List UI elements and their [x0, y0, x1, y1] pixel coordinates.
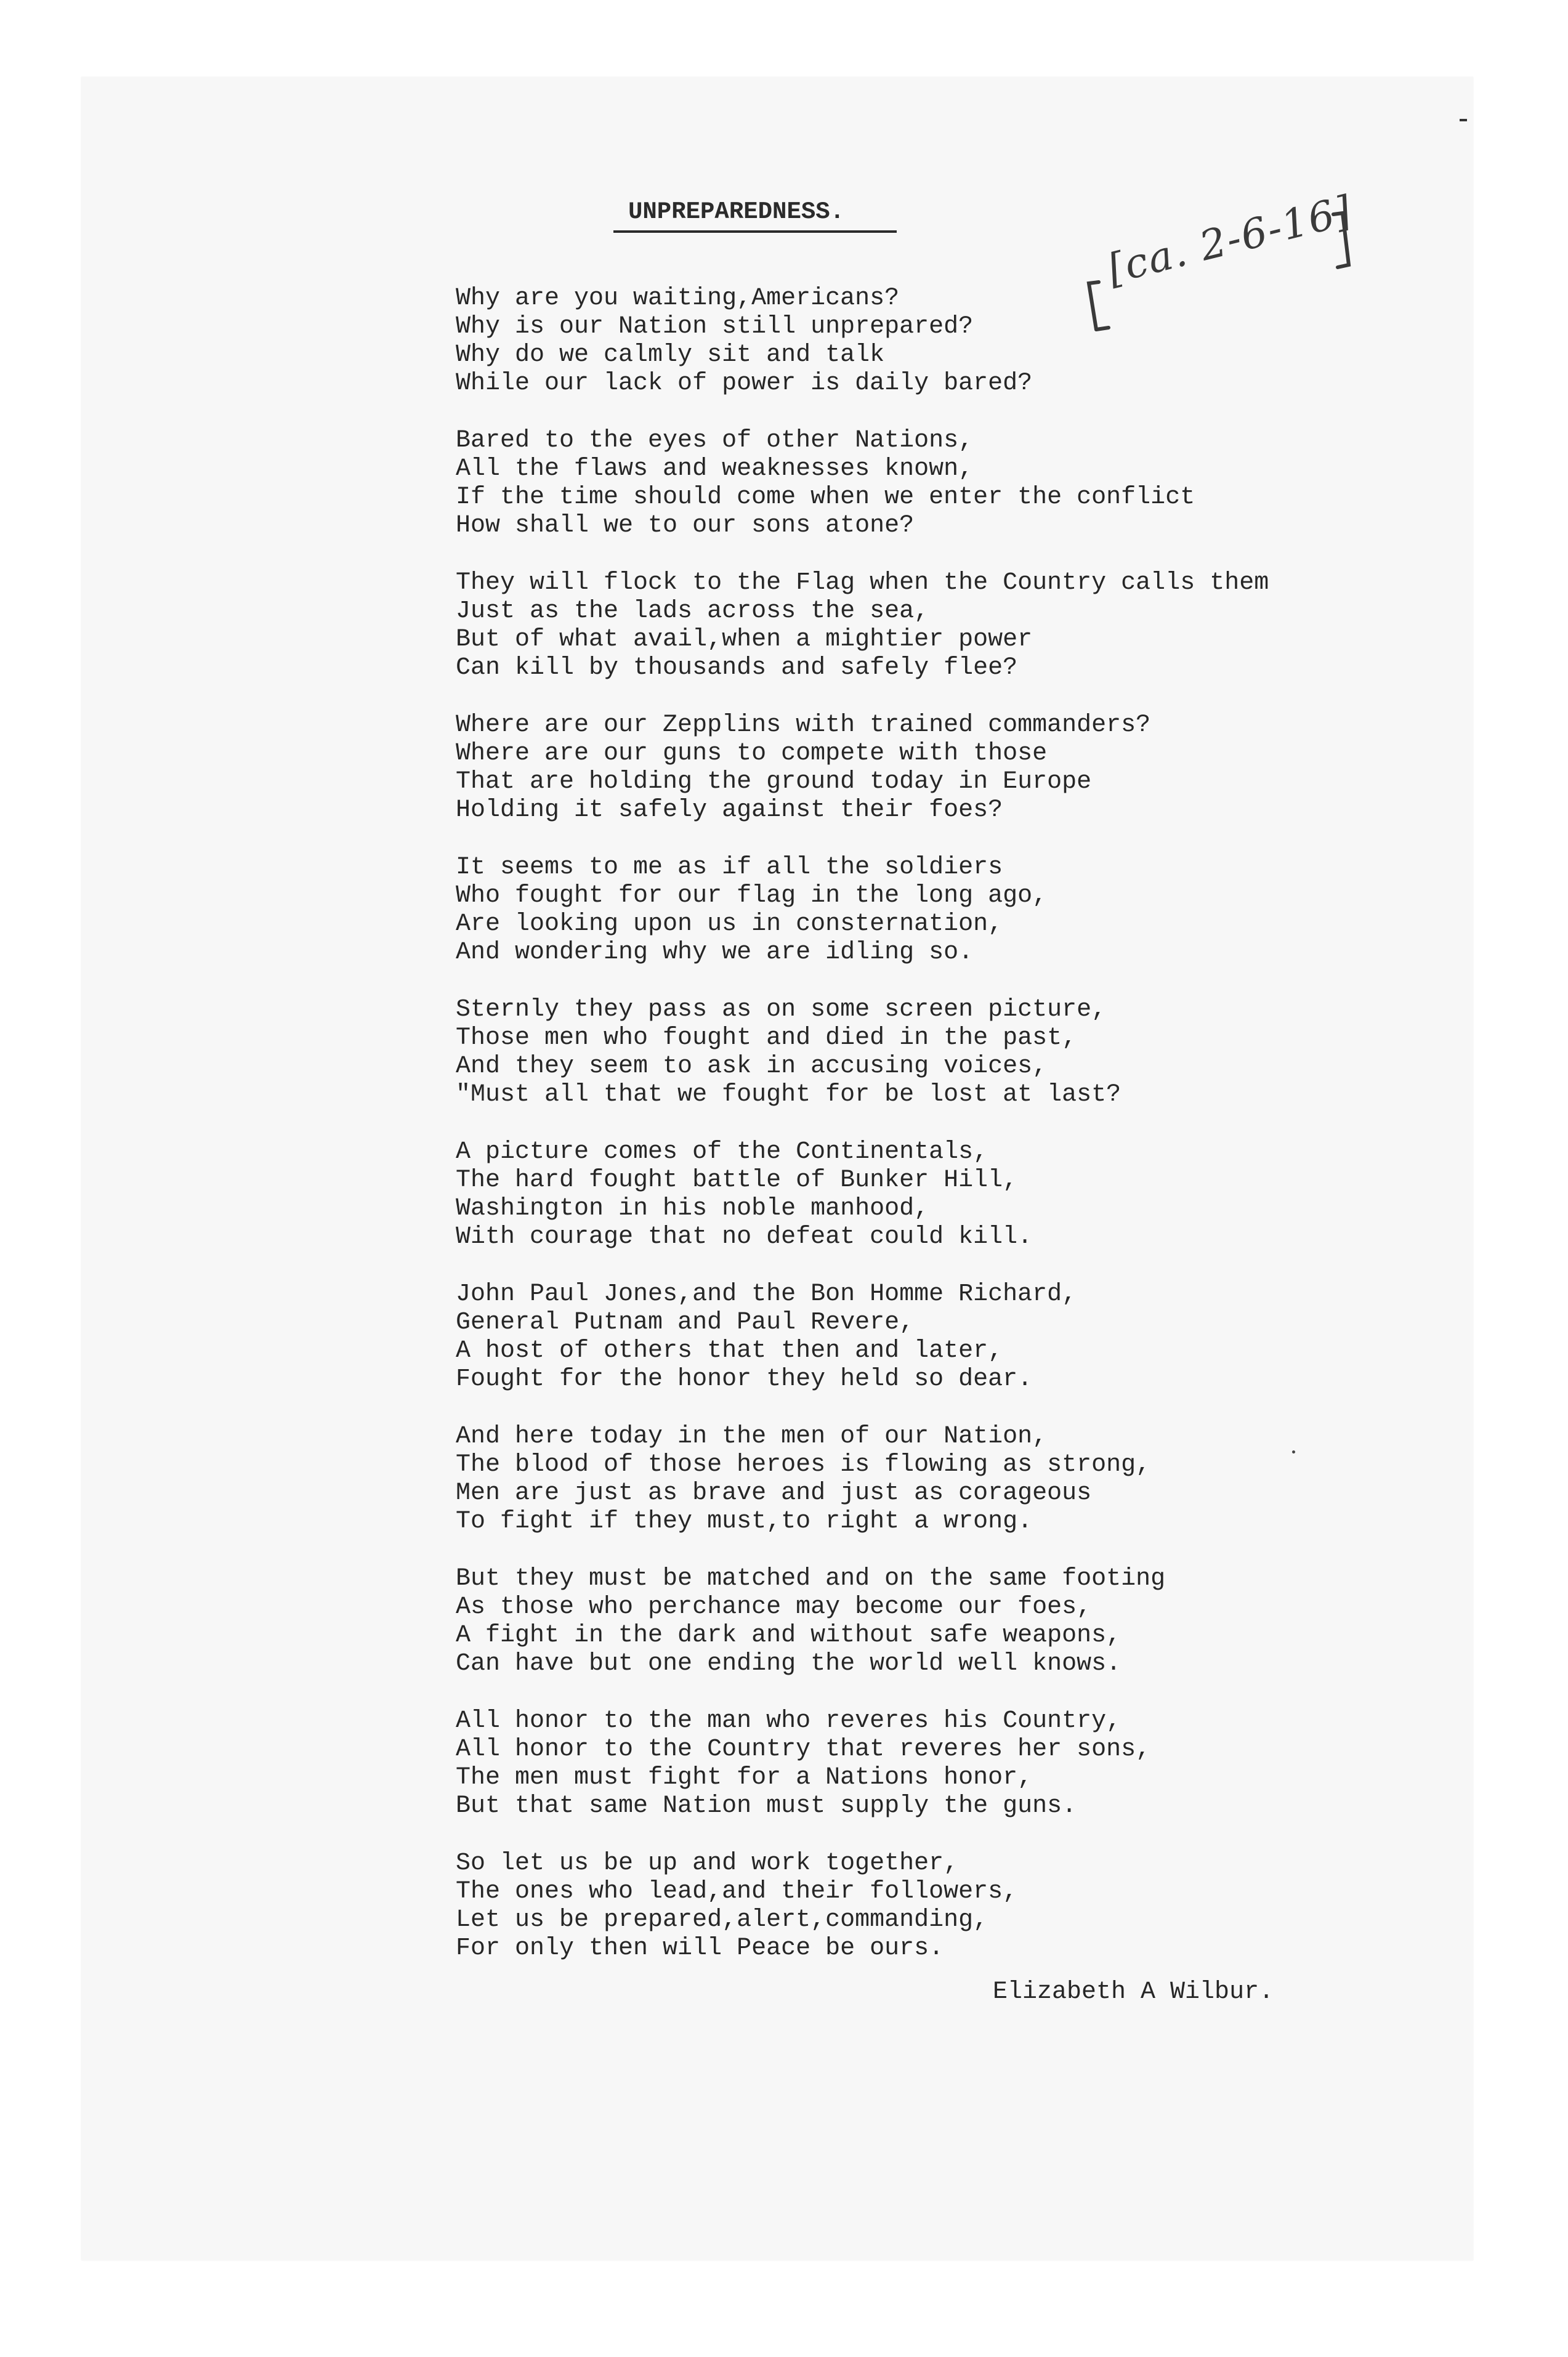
poem-line: Where are our guns to compete with those [456, 740, 1048, 767]
poem-line: That are holding the ground today in Europe [456, 768, 1092, 796]
edge-mark [1460, 119, 1467, 121]
poem-line: Where are our Zepplins with trained commanders? [456, 711, 1151, 739]
poem-line: All honor to the Country that reveres her sons, [456, 1736, 1151, 1763]
stanza [456, 1565, 1441, 1678]
poem-line: All the flaws and weaknesses known, [456, 455, 974, 483]
ink-speck [1292, 1450, 1295, 1453]
poem-line: Just as the lads across the sea, [456, 597, 929, 625]
poem-line: Washington in his noble manhood, [456, 1195, 929, 1223]
poem-title: UNPREPAREDNESS. [628, 198, 845, 225]
poem-line: And they seem to ask in accusing voices, [456, 1053, 1048, 1080]
poem-line: Are looking upon us in consternation, [456, 910, 1003, 938]
poem-line: It seems to me as if all the soldiers [456, 854, 1003, 881]
poem-line: So let us be up and work together, [456, 1850, 959, 1877]
poem-line: And wondering why we are idling so. [456, 939, 974, 966]
stanza [456, 1280, 1441, 1394]
poem-line: How shall we to our sons atone? [456, 512, 915, 540]
poem-line: Who fought for our flag in the long ago, [456, 882, 1048, 910]
stanza [456, 1850, 1441, 1963]
stanza [456, 1423, 1441, 1536]
poem-line: The blood of those heroes is flowing as strong, [456, 1451, 1151, 1479]
poem-line: All honor to the man who reveres his Country, [456, 1707, 1121, 1735]
annotation-text: [ca. 2-6-16] [1102, 186, 1357, 293]
poem-line: Can have but one ending the world well knows. [456, 1650, 1121, 1678]
poem-line: Let us be prepared,alert,commanding, [456, 1906, 988, 1934]
stanza [456, 854, 1441, 967]
poem-line: A host of others that then and later, [456, 1337, 1003, 1365]
poem-line: The men must fight for a Nations honor, [456, 1764, 1033, 1792]
poem-line: But they must be matched and on the same footing [456, 1565, 1166, 1593]
poem-line: With courage that no defeat could kill. [456, 1223, 1033, 1251]
stanza [456, 569, 1441, 682]
poem-line: Can kill by thousands and safely flee? [456, 654, 1018, 682]
poem-line: A fight in the dark and without safe weapons, [456, 1622, 1121, 1649]
poem-line: The ones who lead,and their followers, [456, 1878, 1018, 1906]
poem-line: As those who perchance may become our foes, [456, 1593, 1092, 1621]
poem-line: The hard fought battle of Bunker Hill, [456, 1166, 1018, 1194]
poem-line: Holding it safely against their foes? [456, 796, 1003, 824]
poem-line: To fight if they must,to right a wrong. [456, 1508, 1033, 1535]
stanza [456, 711, 1441, 825]
poem-line: "Must all that we fought for be lost at last? [456, 1081, 1121, 1109]
poem-line: But of what avail,when a mightier power [456, 626, 1033, 653]
poem-line: Why is our Nation still unprepared? [456, 313, 974, 341]
stanza [456, 1138, 1441, 1251]
poem-line: And here today in the men of our Nation, [456, 1423, 1048, 1450]
poem-line: Why do we calmly sit and talk [456, 341, 885, 369]
stanza [456, 285, 1441, 398]
poem-line: They will flock to the Flag when the Country calls them [456, 569, 1269, 597]
author-signature: Elizabeth A Wilbur. [993, 1978, 1274, 2006]
poem-line: Men are just as brave and just as corageous [456, 1479, 1092, 1507]
title-underline [613, 230, 897, 233]
poem-line: Fought for the honor they held so dear. [456, 1365, 1033, 1393]
poem-line: Sternly they pass as on some screen picture, [456, 996, 1107, 1024]
poem-line: John Paul Jones,and the Bon Homme Richard, [456, 1280, 1077, 1308]
stanza [456, 996, 1441, 1109]
poem-line: For only then will Peace be ours. [456, 1935, 944, 1962]
poem-line: If the time should come when we enter the conflict [456, 483, 1195, 511]
poem-body [456, 285, 1441, 1992]
stanza [456, 427, 1441, 540]
poem-line: Why are you waiting,Americans? [456, 285, 900, 312]
poem-line: But that same Nation must supply the guns. [456, 1792, 1077, 1820]
poem-line: While our lack of power is daily bared? [456, 370, 1033, 397]
poem-line: Bared to the eyes of other Nations, [456, 427, 974, 455]
poem-line: General Putnam and Paul Revere, [456, 1309, 915, 1336]
stanza [456, 1707, 1441, 1821]
poem-line: Those men who fought and died in the past, [456, 1024, 1077, 1052]
poem-line: A picture comes of the Continentals, [456, 1138, 988, 1166]
